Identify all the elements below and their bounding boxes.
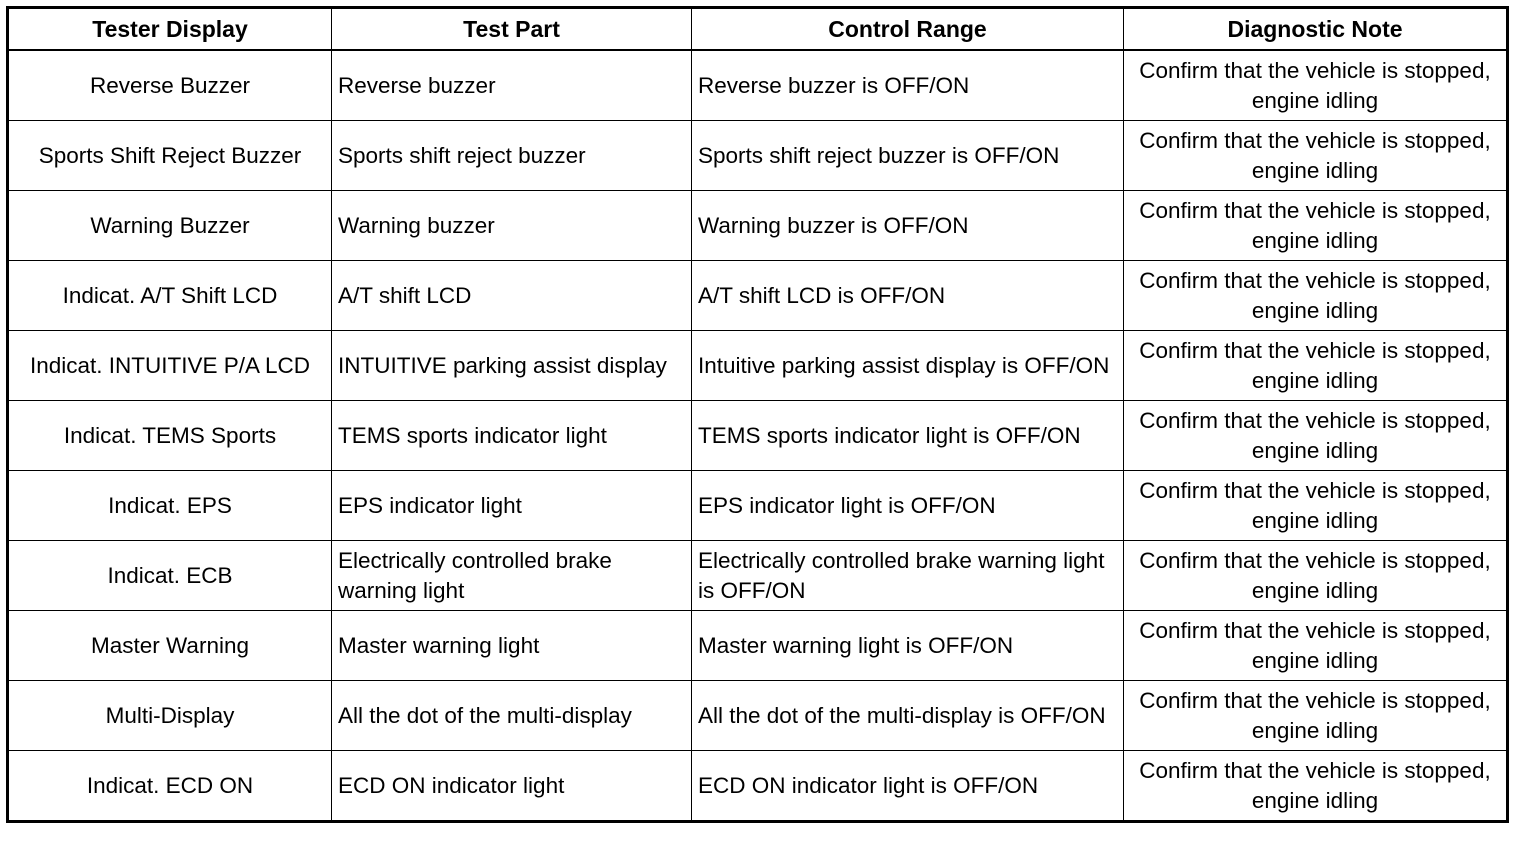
header-tester-display: Tester Display [8, 8, 332, 51]
table-row [8, 541, 1508, 611]
cell-tester-display: Indicat. TEMS Sports [8, 401, 332, 471]
cell-diagnostic-note: Confirm that the vehicle is stopped, engine idling [1124, 191, 1508, 261]
cell-diagnostic-note: Confirm that the vehicle is stopped, engine idling [1124, 261, 1508, 331]
cell-diagnostic-note: Confirm that the vehicle is stopped, engine idling [1124, 50, 1508, 121]
cell-diagnostic-note: Confirm that the vehicle is stopped, engine idling [1124, 471, 1508, 541]
cell-test-part: All the dot of the multi-display [332, 681, 692, 751]
table-row [8, 191, 1508, 261]
cell-tester-display: Indicat. ECB [8, 541, 332, 611]
cell-diagnostic-note: Confirm that the vehicle is stopped, engine idling [1124, 401, 1508, 471]
cell-test-part: INTUITIVE parking assist display [332, 331, 692, 401]
cell-control-range: ECD ON indicator light is OFF/ON [692, 751, 1124, 822]
cell-tester-display: Indicat. EPS [8, 471, 332, 541]
cell-tester-display: Indicat. ECD ON [8, 751, 332, 822]
cell-test-part: Master warning light [332, 611, 692, 681]
cell-diagnostic-note: Confirm that the vehicle is stopped, engine idling [1124, 681, 1508, 751]
table-row [8, 401, 1508, 471]
cell-test-part: TEMS sports indicator light [332, 401, 692, 471]
cell-test-part: A/T shift LCD [332, 261, 692, 331]
cell-test-part: ECD ON indicator light [332, 751, 692, 822]
cell-test-part: Sports shift reject buzzer [332, 121, 692, 191]
cell-tester-display: Indicat. INTUITIVE P/A LCD [8, 331, 332, 401]
cell-control-range: Sports shift reject buzzer is OFF/ON [692, 121, 1124, 191]
cell-tester-display: Indicat. A/T Shift LCD [8, 261, 332, 331]
cell-control-range: Warning buzzer is OFF/ON [692, 191, 1124, 261]
cell-test-part: EPS indicator light [332, 471, 692, 541]
cell-tester-display: Reverse Buzzer [8, 50, 332, 121]
cell-tester-display: Master Warning [8, 611, 332, 681]
table-row [8, 50, 1508, 121]
cell-control-range: EPS indicator light is OFF/ON [692, 471, 1124, 541]
cell-tester-display: Warning Buzzer [8, 191, 332, 261]
header-test-part: Test Part [332, 8, 692, 51]
table-row [8, 121, 1508, 191]
cell-control-range: A/T shift LCD is OFF/ON [692, 261, 1124, 331]
header-control-range: Control Range [692, 8, 1124, 51]
cell-control-range: All the dot of the multi-display is OFF/ON [692, 681, 1124, 751]
cell-tester-display: Multi-Display [8, 681, 332, 751]
header-row [8, 8, 1508, 51]
table-row [8, 681, 1508, 751]
active-test-table [6, 6, 1509, 823]
cell-control-range: Intuitive parking assist display is OFF/ON [692, 331, 1124, 401]
cell-test-part: Warning buzzer [332, 191, 692, 261]
cell-tester-display: Sports Shift Reject Buzzer [8, 121, 332, 191]
cell-control-range: Electrically controlled brake warning light is OFF/ON [692, 541, 1124, 611]
cell-diagnostic-note: Confirm that the vehicle is stopped, engine idling [1124, 331, 1508, 401]
cell-diagnostic-note: Confirm that the vehicle is stopped, engine idling [1124, 541, 1508, 611]
cell-control-range: Master warning light is OFF/ON [692, 611, 1124, 681]
cell-diagnostic-note: Confirm that the vehicle is stopped, engine idling [1124, 751, 1508, 822]
cell-diagnostic-note: Confirm that the vehicle is stopped, engine idling [1124, 121, 1508, 191]
table-row [8, 331, 1508, 401]
diagnostic-table-container [6, 6, 1509, 823]
header-diagnostic-note: Diagnostic Note [1124, 8, 1508, 51]
cell-test-part: Electrically controlled brake warning light [332, 541, 692, 611]
cell-diagnostic-note: Confirm that the vehicle is stopped, engine idling [1124, 611, 1508, 681]
table-row [8, 611, 1508, 681]
cell-control-range: TEMS sports indicator light is OFF/ON [692, 401, 1124, 471]
table-row [8, 751, 1508, 822]
cell-control-range: Reverse buzzer is OFF/ON [692, 50, 1124, 121]
table-row [8, 471, 1508, 541]
table-row [8, 261, 1508, 331]
cell-test-part: Reverse buzzer [332, 50, 692, 121]
